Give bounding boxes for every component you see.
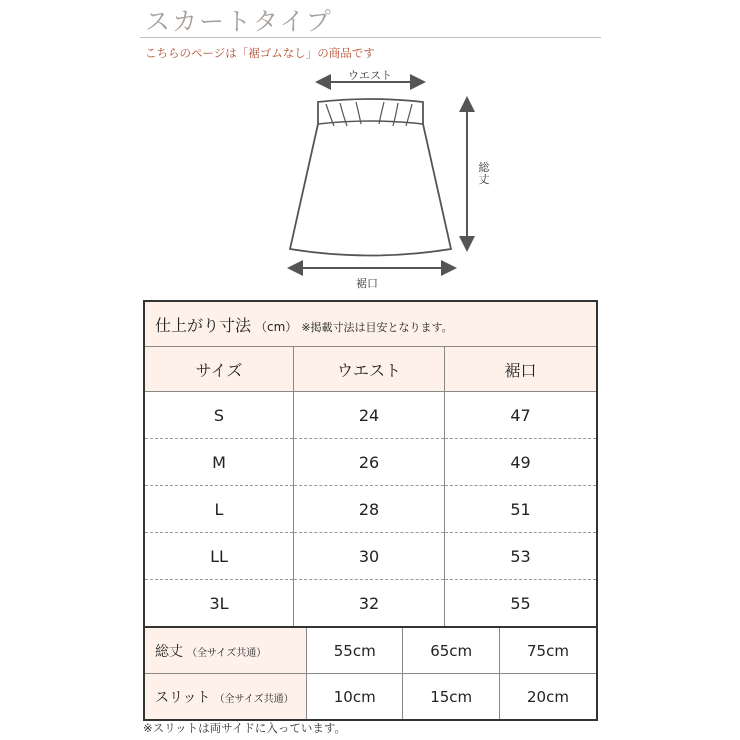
caption-unit: （cm） xyxy=(255,319,298,334)
waist-cell: 28 xyxy=(294,486,445,533)
footnote: ※スリットは両サイドに入っています。 xyxy=(143,721,346,735)
header-size: サイズ xyxy=(144,347,294,392)
value-cell: 10cm xyxy=(307,674,403,721)
row-label-sub: （全サイズ共通） xyxy=(214,693,294,705)
value-cell: 20cm xyxy=(499,674,597,721)
row-label-main: 総丈 xyxy=(155,643,183,660)
header-hem: 裾口 xyxy=(445,347,597,392)
value-cell: 75cm xyxy=(499,627,597,674)
caption-text: 仕上がり寸法 xyxy=(155,315,252,335)
table-row xyxy=(144,674,597,721)
hem-cell: 49 xyxy=(445,439,597,486)
size-cell: LL xyxy=(144,533,294,580)
table-header-row xyxy=(144,347,597,392)
hem-cell: 53 xyxy=(445,533,597,580)
hem-cell: 47 xyxy=(445,392,597,439)
table-row xyxy=(144,439,597,486)
row-label xyxy=(144,674,307,721)
table-row xyxy=(144,392,597,439)
caption-note: ※掲載寸法は目安となります。 xyxy=(301,320,453,334)
value-cell: 65cm xyxy=(403,627,499,674)
hem-cell: 51 xyxy=(445,486,597,533)
size-table-caption xyxy=(144,301,597,347)
table-row xyxy=(144,580,597,628)
size-table xyxy=(143,300,598,628)
size-cell: M xyxy=(144,439,294,486)
waist-cell: 24 xyxy=(294,392,445,439)
waist-cell: 30 xyxy=(294,533,445,580)
row-label-main: スリット xyxy=(155,689,211,706)
product-notice: こちらのページは「裾ゴムなし」の商品です xyxy=(145,46,375,60)
size-cell: L xyxy=(144,486,294,533)
length-table xyxy=(143,626,598,721)
hem-cell: 55 xyxy=(445,580,597,628)
table-row xyxy=(144,533,597,580)
header-waist: ウエスト xyxy=(294,347,445,392)
skirt-diagram xyxy=(0,0,740,300)
row-label-sub: （全サイズ共通） xyxy=(187,647,267,659)
skirt-outline xyxy=(290,99,451,256)
row-label xyxy=(144,627,307,674)
length-label: 総丈 xyxy=(478,161,490,186)
waist-cell: 32 xyxy=(294,580,445,628)
table-row xyxy=(144,627,597,674)
waist-cell: 26 xyxy=(294,439,445,486)
waist-label: ウエスト xyxy=(348,69,392,82)
table-row xyxy=(144,486,597,533)
size-cell: 3L xyxy=(144,580,294,628)
value-cell: 15cm xyxy=(403,674,499,721)
hem-label: 裾口 xyxy=(356,277,378,290)
value-cell: 55cm xyxy=(307,627,403,674)
page-title: スカートタイプ xyxy=(145,7,333,36)
size-cell: S xyxy=(144,392,294,439)
